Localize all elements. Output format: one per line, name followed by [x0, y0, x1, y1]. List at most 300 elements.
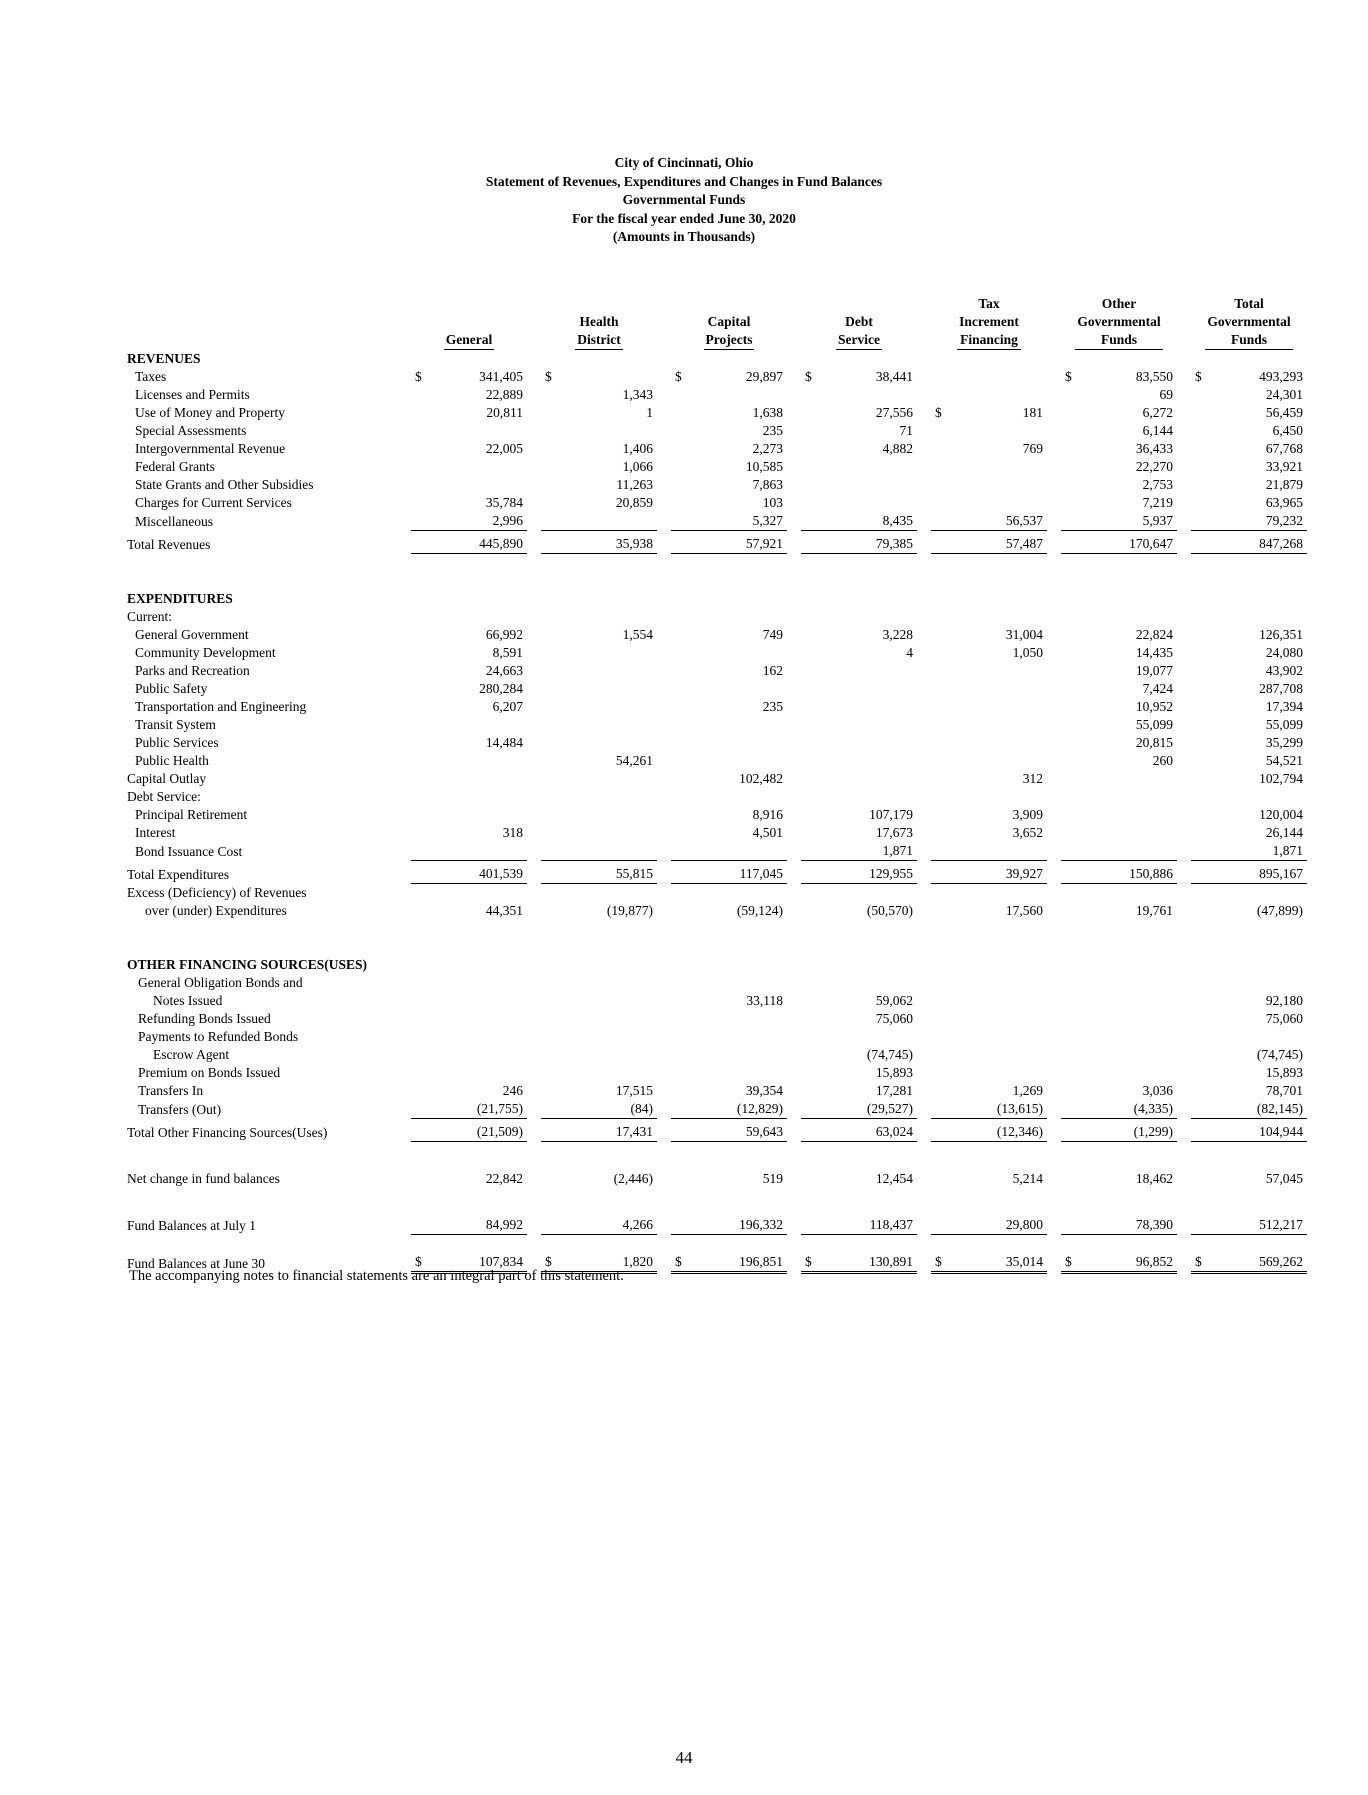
currency-sign — [1061, 1119, 1083, 1142]
amount-cell — [1083, 1046, 1177, 1064]
amount-cell — [563, 422, 657, 440]
currency-sign — [411, 458, 433, 476]
currency-sign — [541, 824, 563, 842]
table-row — [127, 770, 1307, 788]
currency-sign — [541, 842, 563, 861]
amount-cell: (12,829) — [693, 1100, 787, 1119]
amount-cell: (59,124) — [736, 903, 783, 918]
currency-sign — [1061, 531, 1083, 554]
currency-sign — [411, 1064, 433, 1082]
table-row: Excess (Deficiency) of Revenues — [127, 885, 307, 900]
currency-sign — [541, 1010, 563, 1028]
currency-sign — [801, 662, 823, 680]
amount-cell: 22,824 — [1135, 627, 1173, 642]
currency-sign — [931, 386, 953, 404]
amount-cell: 3,909 — [1012, 807, 1043, 822]
amount-cell: 57,045 — [1265, 1171, 1303, 1186]
currency-sign — [801, 1216, 823, 1235]
currency-sign — [411, 644, 433, 662]
currency-sign — [931, 458, 953, 476]
amount-cell: 12,454 — [875, 1171, 913, 1186]
currency-sign — [411, 386, 433, 404]
currency-sign — [1061, 1064, 1083, 1082]
amount-cell — [693, 680, 787, 698]
amount-cell: 445,890 — [433, 531, 527, 554]
amount-cell: 57,487 — [953, 531, 1047, 554]
currency-sign — [1191, 1100, 1213, 1119]
currency-sign — [671, 404, 693, 422]
amount-cell: 287,708 — [1259, 681, 1303, 696]
amount-cell: 17,431 — [563, 1119, 657, 1142]
amount-cell: 8,591 — [492, 645, 523, 660]
currency-sign — [801, 404, 823, 422]
currency-sign: $ — [935, 405, 942, 420]
currency-sign — [1191, 626, 1213, 644]
currency-sign — [541, 512, 563, 531]
amount-cell: 235 — [762, 423, 783, 438]
amount-cell: 17,673 — [875, 825, 913, 840]
amount-cell: 3,036 — [1142, 1083, 1173, 1098]
currency-sign — [1191, 386, 1213, 404]
amount-cell — [693, 386, 787, 404]
amount-cell — [823, 716, 917, 734]
currency-sign — [931, 368, 953, 386]
amount-cell: 54,521 — [1265, 753, 1303, 768]
currency-sign — [801, 806, 823, 824]
amount-cell — [433, 716, 527, 734]
currency-sign — [931, 422, 953, 440]
amount-cell — [563, 1064, 657, 1082]
row-label: Public Health — [135, 753, 209, 768]
column-header-row — [127, 295, 1307, 350]
amount-cell — [563, 734, 657, 752]
amount-cell — [563, 1010, 657, 1028]
currency-sign: $ — [1191, 1253, 1213, 1273]
currency-sign — [1061, 476, 1083, 494]
currency-sign — [801, 644, 823, 662]
currency-sign — [671, 644, 693, 662]
currency-sign — [1061, 1100, 1083, 1119]
amount-cell: 130,891 — [823, 1253, 917, 1273]
amount-cell: 15,893 — [875, 1065, 913, 1080]
currency-sign — [801, 698, 823, 716]
currency-sign — [1061, 458, 1083, 476]
amount-cell: 10,952 — [1135, 699, 1173, 714]
amount-cell — [1083, 770, 1177, 788]
amount-cell — [693, 1064, 787, 1082]
currency-sign — [671, 698, 693, 716]
currency-sign — [541, 1170, 563, 1188]
amount-cell — [433, 1064, 527, 1082]
currency-sign — [801, 1170, 823, 1188]
currency-sign — [1191, 422, 1213, 440]
currency-sign — [671, 1010, 693, 1028]
amount-cell: 7,424 — [1142, 681, 1173, 696]
currency-sign — [801, 1064, 823, 1082]
amount-cell: 17,281 — [875, 1083, 913, 1098]
currency-sign — [931, 512, 953, 531]
amount-cell: 129,955 — [823, 861, 917, 884]
amount-cell: 22,889 — [485, 387, 523, 402]
currency-sign — [671, 512, 693, 531]
currency-sign — [801, 1046, 823, 1064]
currency-sign — [1061, 494, 1083, 512]
amount-cell: 36,433 — [1135, 441, 1173, 456]
currency-sign — [411, 422, 433, 440]
currency-sign — [801, 770, 823, 788]
currency-sign: $ — [415, 369, 422, 384]
currency-sign — [1061, 1170, 1083, 1188]
statement-title: Statement of Revenues, Expenditures and Changes in Fund Balances — [485, 173, 883, 189]
currency-sign — [671, 680, 693, 698]
amount-cell: 56,537 — [953, 512, 1047, 531]
row-label: Public Safety — [135, 681, 208, 696]
amount-cell: 17,560 — [1005, 903, 1043, 918]
table-row — [127, 1082, 1307, 1100]
amount-cell: (13,615) — [953, 1100, 1047, 1119]
amount-cell: 118,437 — [823, 1216, 917, 1235]
currency-sign — [801, 992, 823, 1010]
currency-sign — [671, 716, 693, 734]
currency-sign — [541, 752, 563, 770]
amount-cell: 2,996 — [433, 512, 527, 531]
currency-sign — [541, 1100, 563, 1119]
currency-sign — [1191, 531, 1213, 554]
amount-cell: 1,820 — [563, 1253, 657, 1273]
amount-cell: 102,482 — [739, 771, 783, 786]
currency-sign — [801, 680, 823, 698]
amount-cell: 43,902 — [1265, 663, 1303, 678]
table-row — [127, 824, 1307, 842]
currency-sign — [1191, 770, 1213, 788]
currency-sign — [931, 861, 953, 884]
currency-sign — [1061, 680, 1083, 698]
amount-cell — [823, 734, 917, 752]
currency-sign — [931, 440, 953, 458]
currency-sign — [671, 806, 693, 824]
currency-sign — [411, 1216, 433, 1235]
amount-cell: 3,652 — [1012, 825, 1043, 840]
row-label: Premium on Bonds Issued — [138, 1065, 281, 1080]
currency-sign — [541, 806, 563, 824]
amount-cell: 59,643 — [693, 1119, 787, 1142]
amount-cell — [693, 716, 787, 734]
currency-sign — [541, 902, 563, 920]
amount-cell: 71 — [899, 423, 913, 438]
amount-cell: 246 — [502, 1083, 523, 1098]
amount-cell — [953, 992, 1047, 1010]
currency-sign — [671, 386, 693, 404]
amount-cell: (29,527) — [823, 1100, 917, 1119]
currency-sign — [801, 458, 823, 476]
currency-sign — [411, 1046, 433, 1064]
currency-sign — [411, 752, 433, 770]
amount-cell: 318 — [502, 825, 523, 840]
amount-cell: 2,753 — [1142, 477, 1173, 492]
amount-cell — [953, 494, 1047, 512]
table-row — [127, 531, 1307, 554]
currency-sign — [541, 1082, 563, 1100]
amount-cell: 102,794 — [1259, 771, 1303, 786]
amount-cell — [823, 680, 917, 698]
currency-sign — [931, 1082, 953, 1100]
amount-cell: 5,327 — [693, 512, 787, 531]
table-row — [127, 494, 1307, 512]
amount-cell: 27,556 — [875, 405, 913, 420]
amount-cell: 15,893 — [1265, 1065, 1303, 1080]
col-header-debt-service: Debt Service — [801, 295, 917, 350]
table-row — [127, 1100, 1307, 1119]
currency-sign — [541, 626, 563, 644]
currency-sign — [541, 458, 563, 476]
amount-cell — [953, 1064, 1047, 1082]
currency-sign — [1191, 992, 1213, 1010]
amount-cell: 150,886 — [1083, 861, 1177, 884]
currency-sign — [801, 842, 823, 861]
row-label: Fund Balances at June 30 — [127, 1255, 265, 1271]
amount-cell: 14,484 — [485, 735, 523, 750]
currency-sign — [671, 752, 693, 770]
currency-sign — [1191, 440, 1213, 458]
currency-sign — [411, 1119, 433, 1142]
amount-cell: 59,062 — [875, 993, 913, 1008]
currency-sign — [1191, 680, 1213, 698]
row-label: Escrow Agent — [153, 1047, 230, 1062]
row-label: Licenses and Permits — [135, 387, 250, 402]
amount-cell: 31,004 — [1005, 627, 1043, 642]
amount-cell: 33,118 — [746, 993, 783, 1008]
subsection-current: Current: — [127, 609, 172, 624]
currency-sign — [931, 494, 953, 512]
amount-cell: 22,842 — [485, 1171, 523, 1186]
amount-cell: 19,761 — [1135, 903, 1173, 918]
amount-cell: 1,066 — [622, 459, 653, 474]
amount-cell: 79,232 — [1213, 512, 1307, 531]
currency-sign — [931, 698, 953, 716]
table-row — [127, 386, 1307, 404]
currency-sign — [1191, 1082, 1213, 1100]
fiscal-period: For the fiscal year ended June 30, 2020 — [572, 210, 796, 226]
amount-cell: 103 — [762, 495, 783, 510]
currency-sign — [1061, 644, 1083, 662]
currency-sign — [801, 476, 823, 494]
currency-sign — [801, 716, 823, 734]
amount-cell: 24,080 — [1265, 645, 1303, 660]
amount-cell: 78,701 — [1265, 1083, 1303, 1098]
amount-cell: 92,180 — [1265, 993, 1303, 1008]
amount-cell: 6,144 — [1142, 423, 1173, 438]
amount-cell: 69 — [1159, 387, 1173, 402]
amount-cell — [433, 1010, 527, 1028]
row-label: Refunding Bonds Issued — [138, 1011, 271, 1026]
amount-cell: 26,144 — [1265, 825, 1303, 840]
amount-cell: (12,346) — [953, 1119, 1047, 1142]
amount-cell — [953, 476, 1047, 494]
amount-cell: (19,877) — [606, 903, 653, 918]
currency-sign — [1061, 1010, 1083, 1028]
amount-cell: 1,871 — [823, 842, 917, 861]
currency-sign — [411, 716, 433, 734]
currency-sign: $ — [545, 369, 552, 384]
row-label: Total Expenditures — [127, 866, 230, 882]
amount-cell: 4 — [906, 645, 913, 660]
amount-cell: 7,863 — [752, 477, 783, 492]
amount-cell: 104,944 — [1213, 1119, 1307, 1142]
currency-sign — [671, 1100, 693, 1119]
amount-cell — [953, 368, 1047, 386]
currency-sign — [801, 626, 823, 644]
currency-sign — [411, 680, 433, 698]
amount-cell: 78,390 — [1083, 1216, 1177, 1235]
currency-sign: $ — [1065, 369, 1072, 384]
table-row — [127, 512, 1307, 531]
amount-cell — [563, 992, 657, 1010]
currency-sign — [1061, 734, 1083, 752]
amounts-note: (Amounts in Thousands) — [612, 229, 756, 244]
table-row — [127, 1010, 1307, 1028]
amount-cell: 6,207 — [492, 699, 523, 714]
currency-sign — [541, 422, 563, 440]
currency-sign — [671, 531, 693, 554]
currency-sign — [1061, 662, 1083, 680]
amount-cell: 18,462 — [1135, 1171, 1173, 1186]
amount-cell: 2,273 — [752, 441, 783, 456]
amount-cell: 519 — [762, 1171, 783, 1186]
table-row — [127, 404, 1307, 422]
currency-sign — [801, 1119, 823, 1142]
currency-sign — [1191, 1119, 1213, 1142]
amount-cell: 17,394 — [1265, 699, 1303, 714]
table-row — [127, 458, 1307, 476]
amount-cell — [563, 512, 657, 531]
table-row — [127, 680, 1307, 698]
amount-cell: 235 — [762, 699, 783, 714]
amount-cell — [433, 992, 527, 1010]
row-label: Transit System — [135, 717, 216, 732]
table-row — [127, 734, 1307, 752]
financial-statement-table — [127, 295, 1307, 1274]
amount-cell: 54,261 — [615, 753, 653, 768]
amount-cell — [433, 458, 527, 476]
row-label: Use of Money and Property — [135, 405, 285, 420]
amount-cell — [953, 1046, 1047, 1064]
fund-type-title: Governmental Funds — [622, 192, 746, 207]
col-header-tax-increment: Tax Increment Financing — [931, 295, 1047, 350]
amount-cell: 35,784 — [485, 495, 523, 510]
currency-sign — [801, 902, 823, 920]
amount-cell — [823, 752, 917, 770]
col-header-general: General — [411, 295, 527, 350]
amount-cell: 341,405 — [479, 369, 523, 384]
amount-cell: 126,351 — [1259, 627, 1303, 642]
currency-sign — [671, 1082, 693, 1100]
amount-cell: 10,585 — [745, 459, 783, 474]
currency-sign — [671, 770, 693, 788]
currency-sign — [671, 476, 693, 494]
amount-cell: 7,219 — [1142, 495, 1173, 510]
amount-cell: (1,299) — [1083, 1119, 1177, 1142]
currency-sign — [1061, 440, 1083, 458]
currency-sign — [1191, 404, 1213, 422]
amount-cell: 14,435 — [1135, 645, 1173, 660]
currency-sign — [931, 734, 953, 752]
currency-sign — [411, 512, 433, 531]
amount-cell: 79,385 — [823, 531, 917, 554]
amount-cell: 22,270 — [1135, 459, 1173, 474]
amount-cell: 8,916 — [752, 807, 783, 822]
currency-sign — [931, 806, 953, 824]
currency-sign — [541, 494, 563, 512]
amount-cell: 33,921 — [1265, 459, 1303, 474]
currency-sign — [541, 734, 563, 752]
currency-sign — [1061, 404, 1083, 422]
currency-sign — [931, 1010, 953, 1028]
currency-sign — [411, 861, 433, 884]
amount-cell — [693, 734, 787, 752]
table-row — [127, 476, 1307, 494]
row-label: over (under) Expenditures — [145, 903, 287, 918]
amount-cell: 170,647 — [1083, 531, 1177, 554]
table-row — [127, 662, 1307, 680]
amount-cell: 162 — [762, 663, 783, 678]
amount-cell: 39,927 — [953, 861, 1047, 884]
row-label: Net change in fund balances — [127, 1171, 280, 1186]
currency-sign — [1061, 824, 1083, 842]
currency-sign — [931, 644, 953, 662]
currency-sign — [931, 902, 953, 920]
currency-sign — [411, 1100, 433, 1119]
amount-cell — [953, 716, 1047, 734]
amount-cell: 6,450 — [1272, 423, 1303, 438]
amount-cell — [563, 644, 657, 662]
currency-sign — [411, 806, 433, 824]
amount-cell: 75,060 — [875, 1011, 913, 1026]
currency-sign — [411, 824, 433, 842]
table-row — [127, 716, 1307, 734]
amount-cell: 493,293 — [1259, 369, 1303, 384]
currency-sign — [801, 1010, 823, 1028]
amount-cell: 44,351 — [485, 903, 523, 918]
table-row — [127, 842, 1307, 861]
currency-sign — [671, 440, 693, 458]
currency-sign — [541, 386, 563, 404]
amount-cell: 66,992 — [485, 627, 523, 642]
currency-sign — [1191, 644, 1213, 662]
amount-cell: 35,299 — [1265, 735, 1303, 750]
currency-sign — [411, 734, 433, 752]
currency-sign — [931, 1216, 953, 1235]
row-label: Parks and Recreation — [135, 663, 250, 678]
currency-sign — [1061, 386, 1083, 404]
table-row: General Obligation Bonds and — [138, 975, 303, 990]
row-label: Public Services — [135, 735, 219, 750]
amount-cell: (21,755) — [433, 1100, 527, 1119]
col-header-health-district: Health District — [541, 295, 657, 350]
amount-cell: 847,268 — [1213, 531, 1307, 554]
amount-cell: 22,005 — [485, 441, 523, 456]
amount-cell — [1083, 992, 1177, 1010]
currency-sign — [801, 512, 823, 531]
col-header-other-governmental: Other Governmental Funds — [1061, 295, 1177, 350]
row-label: Transportation and Engineering — [135, 699, 307, 714]
amount-cell: (74,745) — [866, 1047, 913, 1062]
currency-sign — [671, 842, 693, 861]
currency-sign — [411, 902, 433, 920]
currency-sign — [411, 626, 433, 644]
table-row — [127, 440, 1307, 458]
amount-cell — [1083, 824, 1177, 842]
amount-cell — [823, 458, 917, 476]
